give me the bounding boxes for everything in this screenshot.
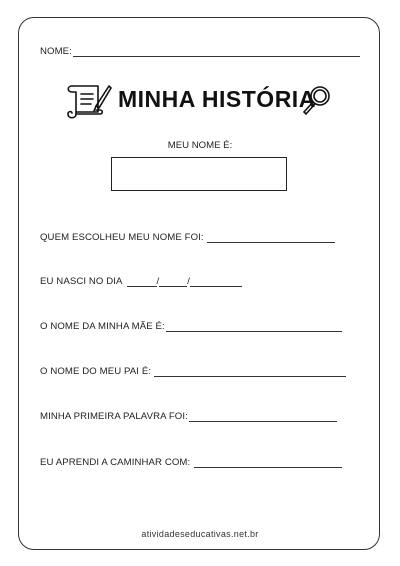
question-row	[40, 276, 242, 287]
name-box[interactable]	[111, 157, 287, 191]
question-who-chose-name: QUEM ESCOLHEU MEU NOME FOI:	[40, 232, 204, 243]
answer-blank[interactable]	[194, 458, 342, 468]
question-row	[40, 457, 342, 468]
name-blank[interactable]	[73, 47, 360, 57]
question-learned-walk: EU APRENDI A CAMINHAR COM:	[40, 457, 191, 468]
question-row	[40, 411, 337, 422]
year-blank[interactable]	[190, 277, 242, 287]
magnifying-glass-icon	[300, 84, 334, 116]
name-row	[40, 46, 360, 57]
question-first-word: MINHA PRIMEIRA PALAVRA FOI:	[40, 411, 188, 422]
date-separator: /	[156, 276, 160, 287]
footer-website: atividadeseducativas.net.br	[141, 529, 259, 539]
question-father-name: O NOME DO MEU PAI É:	[40, 366, 152, 377]
name-prompt: MEU NOME É:	[167, 140, 233, 151]
name-label: NOME:	[40, 46, 72, 57]
answer-blank[interactable]	[207, 233, 335, 243]
answer-blank[interactable]	[166, 322, 342, 332]
question-row	[40, 232, 335, 243]
scroll-quill-icon	[64, 80, 112, 120]
question-mother-name: O NOME DA MINHA MÃE É:	[40, 321, 165, 332]
question-birth-date: EU NASCI NO DIA	[40, 276, 123, 287]
answer-blank[interactable]	[154, 367, 346, 377]
date-separator: /	[187, 276, 191, 287]
page-title: MINHA HISTÓRIA	[118, 86, 316, 112]
month-blank[interactable]	[156, 276, 187, 287]
day-blank[interactable]	[127, 277, 157, 287]
question-row	[40, 321, 342, 332]
answer-blank[interactable]	[189, 412, 337, 422]
question-row	[40, 366, 346, 377]
